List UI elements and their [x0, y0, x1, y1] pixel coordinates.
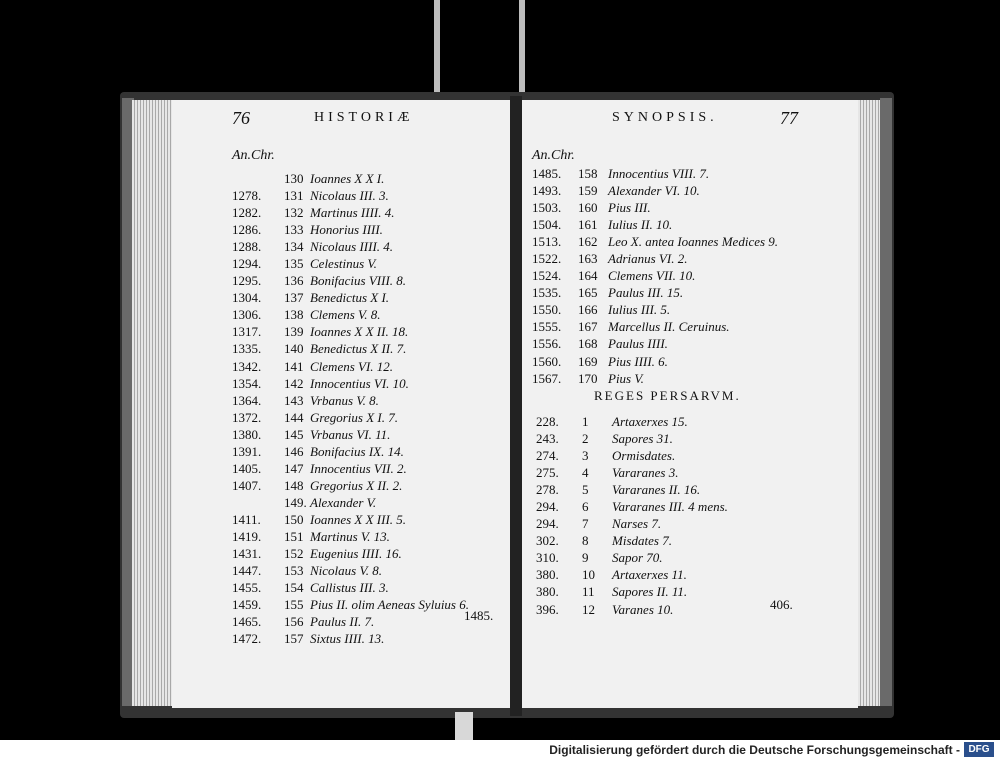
number-cell: 9: [582, 550, 589, 566]
number-cell: 11: [582, 584, 595, 600]
column-label: An.Chr.: [532, 148, 575, 163]
number-cell: 161: [578, 217, 598, 233]
year-cell: 1295.: [232, 273, 262, 289]
name-cell: Vrbanus VI. 11.: [310, 426, 391, 442]
name-cell: Gregorius X I. 7.: [310, 409, 398, 425]
number-cell: 143: [284, 392, 304, 408]
number-cell: 167: [578, 319, 598, 335]
list-row: [232, 477, 502, 494]
dfg-logo: DFG: [964, 742, 994, 757]
year-cell: 1286.: [232, 222, 262, 238]
page-edges-right: [858, 100, 880, 706]
list-row: [232, 170, 502, 187]
number-cell: 149.: [284, 494, 307, 510]
year-cell: 1354.: [232, 375, 262, 391]
name-cell: Ioannes X X II. 18.: [310, 324, 409, 340]
running-head: SYNOPSIS.: [612, 110, 718, 125]
number-cell: 144: [284, 409, 304, 425]
footer-credit: Digitalisierung gefördert durch die Deutsche Forschungsgemeinschaft -: [549, 743, 960, 757]
year-cell: 1524.: [532, 268, 562, 284]
name-cell: Pius IIII. 6.: [608, 353, 668, 369]
year-cell: 1419.: [232, 528, 262, 544]
year-cell: 274.: [536, 448, 559, 464]
number-cell: 159: [578, 183, 598, 199]
name-cell: Leo X. antea Ioannes Medices 9.: [608, 234, 779, 250]
catchword: 1485.: [464, 608, 494, 623]
scanner-rod-right: [519, 0, 525, 92]
list-row: [536, 481, 836, 498]
name-cell: Benedictus X I.: [310, 290, 390, 306]
list-row: [536, 447, 836, 464]
year-cell: 1391.: [232, 443, 262, 459]
year-cell: 1447.: [232, 563, 262, 579]
year-cell: 1504.: [532, 217, 562, 233]
name-cell: Sapores 31.: [612, 431, 673, 447]
list-row: [532, 216, 832, 233]
list-row: [232, 562, 502, 579]
year-cell: 1472.: [232, 631, 262, 647]
year-cell: 294.: [536, 516, 559, 532]
number-cell: 157: [284, 631, 304, 647]
name-cell: Bonifacius VIII. 8.: [310, 273, 407, 289]
list-row: [532, 267, 832, 284]
year-cell: 1459.: [232, 597, 262, 613]
name-cell: Pius V.: [608, 370, 644, 386]
number-cell: 156: [284, 614, 304, 630]
name-cell: Honorius IIII.: [310, 222, 383, 238]
pope-list: [532, 165, 832, 387]
name-cell: Nicolaus V. 8.: [310, 563, 382, 579]
year-cell: 1411.: [232, 511, 261, 527]
year-cell: 1306.: [232, 307, 262, 323]
number-cell: 135: [284, 256, 304, 272]
year-cell: 1405.: [232, 460, 262, 476]
pope-list: [232, 170, 502, 647]
number-cell: 165: [578, 285, 598, 301]
year-cell: 1342.: [232, 358, 262, 374]
name-cell: Paulus IIII.: [608, 336, 668, 352]
name-cell: Sixtus IIII. 13.: [310, 631, 385, 647]
list-row: [536, 549, 836, 566]
name-cell: Alexander VI. 10.: [608, 183, 700, 199]
list-row: [532, 370, 832, 387]
name-cell: Sapor 70.: [612, 550, 663, 566]
number-cell: 132: [284, 205, 304, 221]
list-row: [536, 532, 836, 549]
gutter: [510, 96, 522, 716]
list-row: [232, 306, 502, 323]
number-cell: 164: [578, 268, 598, 284]
column-label: An.Chr.: [232, 148, 275, 163]
name-cell: Alexander V.: [310, 494, 377, 510]
list-row: [232, 494, 502, 511]
list-row: [232, 409, 502, 426]
name-cell: Innocentius VII. 2.: [310, 460, 407, 476]
list-row: [532, 250, 832, 267]
list-row: [532, 318, 832, 335]
year-cell: 1431.: [232, 546, 262, 562]
list-row: [232, 596, 502, 613]
list-row: [536, 498, 836, 515]
number-cell: 148: [284, 477, 304, 493]
name-cell: Marcellus II. Ceruinus.: [608, 319, 730, 335]
list-row: [536, 464, 836, 481]
number-cell: 168: [578, 336, 598, 352]
year-cell: 1380.: [232, 426, 262, 442]
year-cell: 1556.: [532, 336, 562, 352]
list-row: [532, 353, 832, 370]
name-cell: Iulius II. 10.: [608, 217, 673, 233]
number-cell: 170: [578, 370, 598, 386]
year-cell: 380.: [536, 567, 559, 583]
name-cell: Vararanes 3.: [612, 465, 679, 481]
name-cell: Paulus III. 15.: [608, 285, 684, 301]
number-cell: 131: [284, 188, 304, 204]
cover-edge-right: [880, 98, 892, 706]
right-page: [522, 100, 858, 708]
year-cell: 302.: [536, 533, 559, 549]
kings-list: [536, 413, 836, 618]
list-row: [532, 233, 832, 250]
number-cell: 141: [284, 358, 304, 374]
year-cell: 1535.: [532, 285, 562, 301]
name-cell: Narses 7.: [612, 516, 662, 532]
running-head: HISTORIÆ: [314, 110, 414, 125]
name-cell: Adrianus VI. 2.: [608, 251, 688, 267]
year-cell: 380.: [536, 584, 559, 600]
number-cell: 146: [284, 443, 304, 459]
list-row: [232, 511, 502, 528]
name-cell: Ioannes X X I.: [310, 171, 385, 186]
number-cell: 162: [578, 234, 598, 250]
number-cell: 153: [284, 563, 304, 579]
year-cell: 275.: [536, 465, 559, 481]
list-row: [232, 187, 502, 204]
year-cell: 1560.: [532, 353, 562, 369]
list-row: [232, 545, 502, 562]
name-cell: Martinus IIII. 4.: [310, 205, 395, 221]
page-number: 76: [232, 108, 250, 128]
number-cell: 145: [284, 426, 304, 442]
name-cell: Pius III.: [608, 200, 651, 216]
year-cell: 1372.: [232, 409, 262, 425]
list-row: [232, 238, 502, 255]
name-cell: Benedictus X II. 7.: [310, 341, 407, 357]
number-cell: 150: [284, 511, 304, 527]
list-row: [232, 255, 502, 272]
name-cell: Innocentius VI. 10.: [310, 375, 409, 391]
number-cell: 8: [582, 533, 589, 549]
left-page: [172, 100, 510, 708]
number-cell: 152: [284, 546, 304, 562]
name-cell: Callistus III. 3.: [310, 580, 389, 596]
list-row: [232, 358, 502, 375]
number-cell: 133: [284, 222, 304, 238]
name-cell: Clemens VI. 12.: [310, 358, 394, 374]
number-cell: 166: [578, 302, 598, 318]
name-cell: Martinus V. 13.: [310, 528, 390, 544]
year-cell: 1304.: [232, 290, 262, 306]
number-cell: 158: [578, 166, 598, 181]
number-cell: 2: [582, 431, 589, 447]
year-cell: 1493.: [532, 183, 562, 199]
name-cell: Nicolaus IIII. 4.: [310, 239, 394, 255]
list-row: [232, 579, 502, 596]
number-cell: 136: [284, 273, 304, 289]
year-cell: 1513.: [532, 234, 562, 250]
year-cell: 1335.: [232, 341, 262, 357]
number-cell: 134: [284, 239, 304, 255]
list-row: [536, 413, 836, 430]
list-row: [532, 335, 832, 352]
number-cell: 7: [582, 516, 589, 532]
number-cell: 10: [582, 567, 595, 583]
year-cell: 1282.: [232, 205, 262, 221]
number-cell: 1: [582, 414, 589, 429]
name-cell: Varanes 10.: [612, 601, 674, 617]
scanner-rod-left: [434, 0, 440, 92]
name-cell: Gregorius X II. 2.: [310, 477, 403, 493]
list-row: [232, 340, 502, 357]
list-row: [536, 515, 836, 532]
list-row: [232, 272, 502, 289]
name-cell: Vararanes II. 16.: [612, 482, 701, 498]
year-cell: 1503.: [532, 200, 562, 216]
name-cell: Ioannes X X III. 5.: [310, 511, 407, 527]
year-cell: 1485.: [532, 166, 562, 181]
footer-bar: [0, 740, 1000, 761]
year-cell: 1278.: [232, 188, 262, 204]
name-cell: Paulus II. 7.: [310, 614, 375, 630]
number-cell: 12: [582, 601, 595, 617]
number-cell: 5: [582, 482, 589, 498]
list-row: [232, 613, 502, 630]
year-cell: 310.: [536, 550, 559, 566]
list-row: [536, 566, 836, 583]
list-row: [536, 430, 836, 447]
list-row: [532, 301, 832, 318]
year-cell: 1555.: [532, 319, 562, 335]
list-row: [532, 182, 832, 199]
number-cell: 169: [578, 353, 598, 369]
list-row: [532, 284, 832, 301]
number-cell: 163: [578, 251, 598, 267]
name-cell: Eugenius IIII. 16.: [310, 546, 402, 562]
list-row: [232, 323, 502, 340]
section-heading: REGES PERSARVM.: [594, 388, 741, 403]
year-cell: 1465.: [232, 614, 262, 630]
number-cell: 4: [582, 465, 589, 481]
list-row: [232, 630, 502, 647]
name-cell: Misdates 7.: [612, 533, 672, 549]
list-row: [532, 165, 832, 182]
year-cell: 1407.: [232, 477, 262, 493]
name-cell: Artaxerxes 15.: [612, 414, 688, 429]
year-cell: 294.: [536, 499, 559, 515]
year-cell: 1550.: [532, 302, 562, 318]
number-cell: 147: [284, 460, 304, 476]
year-cell: 1364.: [232, 392, 262, 408]
year-cell: 243.: [536, 431, 559, 447]
name-cell: Pius II. olim Aeneas Syluius 6.: [310, 597, 469, 613]
list-row: [232, 528, 502, 545]
list-row: [232, 375, 502, 392]
number-cell: 160: [578, 200, 598, 216]
name-cell: Clemens V. 8.: [310, 307, 381, 323]
page-edges-left: [132, 100, 172, 706]
name-cell: Vrbanus V. 8.: [310, 392, 379, 408]
name-cell: Iulius III. 5.: [608, 302, 671, 318]
number-cell: 137: [284, 290, 304, 306]
year-cell: 1455.: [232, 580, 262, 596]
number-cell: 151: [284, 528, 304, 544]
name-cell: Nicolaus III. 3.: [310, 188, 389, 204]
list-row: [232, 443, 502, 460]
number-cell: 140: [284, 341, 304, 357]
number-cell: 130: [284, 171, 304, 186]
list-row: [232, 460, 502, 477]
list-row: [232, 204, 502, 221]
name-cell: Vararanes III. 4 mens.: [612, 499, 728, 515]
name-cell: Bonifacius IX. 14.: [310, 443, 404, 459]
number-cell: 3: [582, 448, 589, 464]
number-cell: 138: [284, 307, 304, 323]
name-cell: Innocentius VIII. 7.: [608, 166, 710, 181]
year-cell: 228.: [536, 414, 559, 429]
year-cell: 278.: [536, 482, 559, 498]
year-cell: 396.: [536, 601, 559, 617]
year-cell: 1567.: [532, 370, 562, 386]
list-row: [232, 392, 502, 409]
name-cell: Clemens VII. 10.: [608, 268, 696, 284]
name-cell: Celestinus V.: [310, 256, 377, 272]
number-cell: 6: [582, 499, 589, 515]
year-cell: 1522.: [532, 251, 562, 267]
year-cell: 1294.: [232, 256, 262, 272]
page-number: 77: [780, 108, 798, 128]
number-cell: 142: [284, 375, 304, 391]
list-row: [232, 221, 502, 238]
year-cell: 1317.: [232, 324, 262, 340]
number-cell: 139: [284, 324, 304, 340]
number-cell: 154: [284, 580, 304, 596]
list-row: [232, 426, 502, 443]
list-row: [232, 289, 502, 306]
catchword: 406.: [770, 597, 793, 612]
name-cell: Artaxerxes 11.: [612, 567, 687, 583]
year-cell: 1288.: [232, 239, 262, 255]
name-cell: Sapores II. 11.: [612, 584, 688, 600]
name-cell: Ormisdates.: [612, 448, 676, 464]
number-cell: 155: [284, 597, 304, 613]
list-row: [532, 199, 832, 216]
